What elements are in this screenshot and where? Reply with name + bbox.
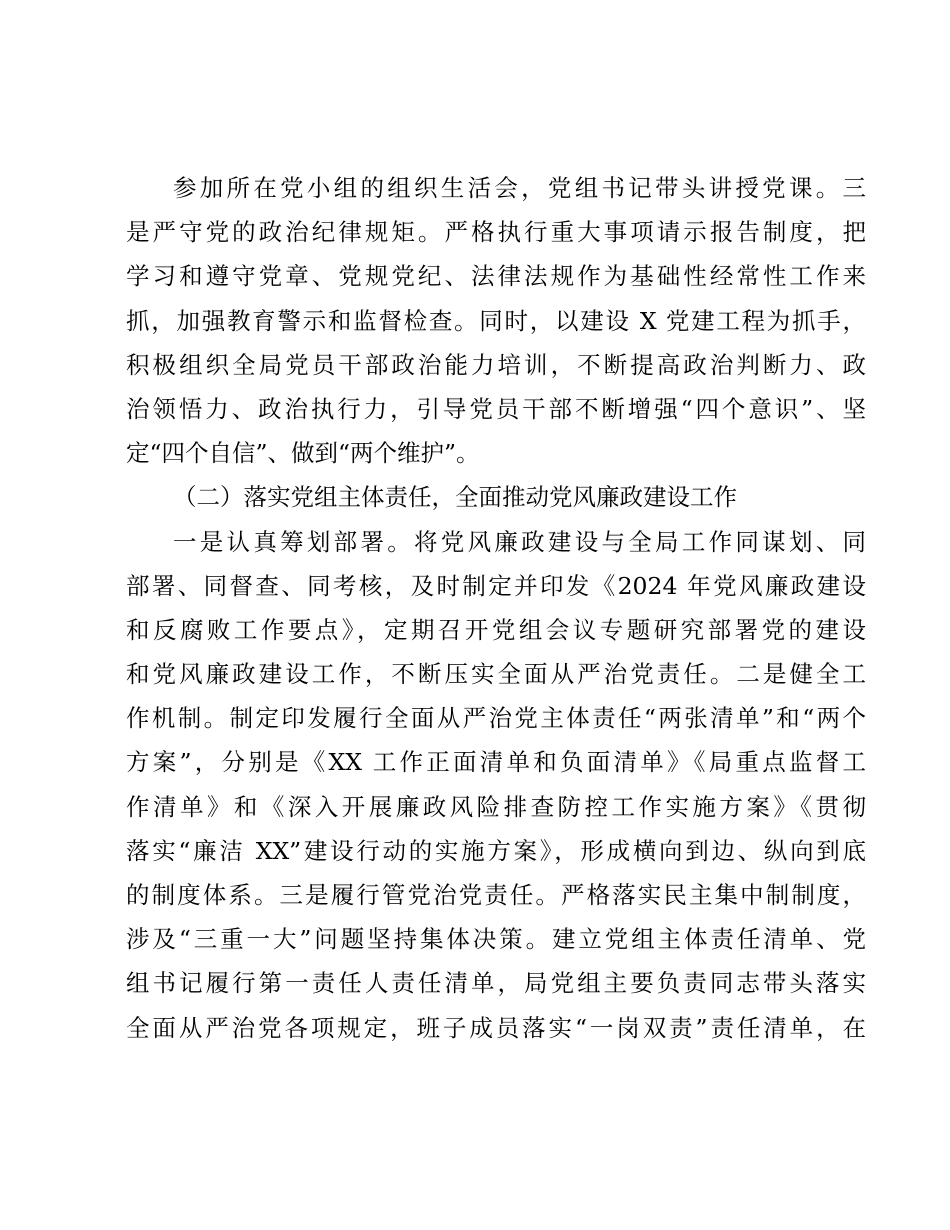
paragraph-line: 定“四个自信”、做到“两个维护”。: [126, 439, 480, 468]
paragraph-line: 作机制。制定印发履行全面从严治党主体责任“两张清单”和“两个: [126, 704, 866, 733]
paragraph-line: 作清单》和《深入开展廉政风险排查防控工作实施方案》《贯彻: [126, 792, 866, 821]
paragraph-line: 落实“廉洁 XX”建设行动的实施方案》，形成横向到边、纵向到底: [126, 836, 866, 865]
document-body: [126, 166, 866, 1050]
paragraph-line: 参加所在党小组的组织生活会，党组书记带头讲授党课。三: [173, 174, 866, 202]
paragraph-line: 和反腐败工作要点》，定期召开党组会议专题研究部署党的建设: [126, 615, 866, 644]
paragraph-line: 组书记履行第一责任人责任清单，局党组主要负责同志带头落实: [126, 969, 866, 998]
paragraph-line: 方案”，分别是《XX 工作正面清单和负面清单》《局重点监督工: [126, 748, 866, 777]
paragraph-line: 部署、同督查、同考核，及时制定并印发《2024 年党风廉政建设: [126, 571, 866, 600]
paragraph-line: 和党风廉政建设工作，不断压实全面从严治党责任。二是健全工: [126, 660, 866, 689]
paragraph-line: 学习和遵守党章、党规党纪、法律法规作为基础性经常性工作来: [126, 262, 866, 291]
section-heading: （二）落实党组主体责任，全面推动党风廉政建设工作: [173, 483, 737, 512]
paragraph-line: 治领悟力、政治执行力，引导党员干部不断增强“四个意识”、坚: [126, 394, 866, 423]
paragraph-line: 一是认真筹划部署。将党风廉政建设与全局工作同谋划、同: [173, 527, 866, 556]
paragraph-line: 是严守党的政治纪律规矩。严格执行重大事项请示报告制度，把: [126, 218, 866, 247]
paragraph-line: 抓，加强教育警示和监督检查。同时，以建设 X 党建工程为抓手，: [126, 306, 866, 335]
paragraph-line: 的制度体系。三是履行管党治党责任。严格落实民主集中制制度，: [126, 881, 866, 909]
paragraph-line: 全面从严治党各项规定，班子成员落实“一岗双责”责任清单，在: [126, 1013, 866, 1042]
paragraph-line: 积极组织全局党员干部政治能力培训，不断提高政治判断力、政: [126, 350, 866, 379]
paragraph-line: 涉及“三重一大”问题坚持集体决策。建立党组主体责任清单、党: [126, 925, 866, 954]
